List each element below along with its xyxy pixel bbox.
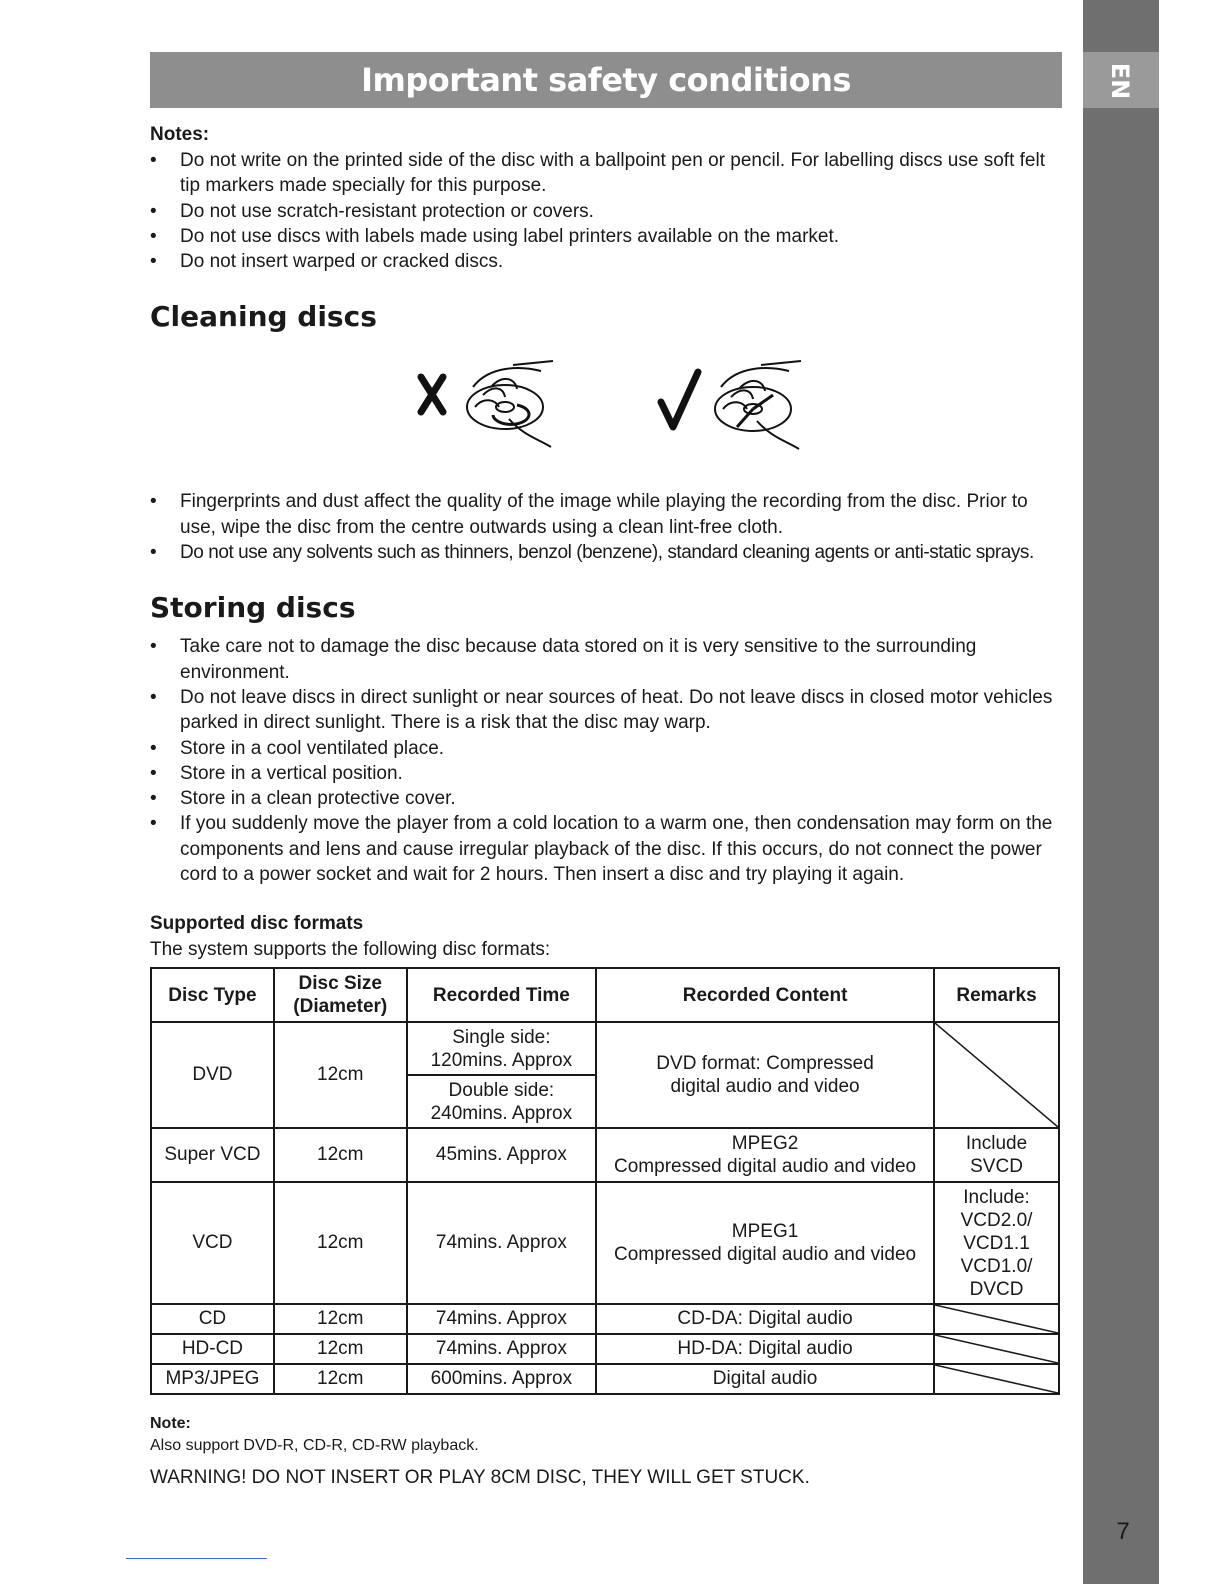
table-row	[151, 1364, 1059, 1394]
cell-time: 600mins. Approx	[407, 1364, 596, 1394]
cell-content: DVD format: Compressed digital audio and video	[596, 1022, 934, 1128]
page-title: Important safety conditions	[361, 61, 851, 99]
list-item: • Do not insert warped or cracked discs.	[150, 251, 504, 273]
cell-remarks-empty	[934, 1022, 1059, 1128]
header-remarks: Remarks	[934, 968, 1059, 1022]
list-item: • Do not write on the printed side of the disc with a ballpoint pen or pencil. For labelling discs use soft felt tip markers made specially for this purpose.	[150, 150, 1045, 197]
hand-disc-icon	[467, 361, 553, 447]
formats-intro: The system supports the following disc formats:	[150, 939, 551, 961]
list-item: • Do not leave discs in direct sunlight or near sources of heat. Do not leave discs in closed motor vehicles parked in direct sunlight. There is a risk that the disc may warp.	[150, 686, 1053, 734]
language-label: EN	[1106, 62, 1134, 100]
list-item: • Store in a clean protective cover.	[150, 788, 456, 810]
main-content	[150, 122, 1065, 1491]
cell-type: DVD	[151, 1022, 274, 1128]
cell-type: MP3/JPEG	[151, 1364, 274, 1394]
cell-type: CD	[151, 1304, 274, 1334]
table-row	[151, 1022, 1059, 1075]
cell-size: 12cm	[274, 1182, 407, 1304]
cell-remarks: Include SVCD	[934, 1128, 1059, 1182]
cell-remarks-empty	[934, 1364, 1059, 1394]
cell-time: Double side: 240mins. Approx	[407, 1075, 596, 1128]
disc-formats-table	[150, 967, 1060, 1395]
title-bar	[150, 52, 1062, 108]
header-recorded-content: Recorded Content	[596, 968, 934, 1022]
header-disc-type: Disc Type	[151, 968, 274, 1022]
note-label: Note:	[150, 1415, 191, 1433]
cell-type: HD-CD	[151, 1334, 274, 1364]
table-row	[151, 1334, 1059, 1364]
right-wipe-illustration	[653, 357, 803, 457]
cleaning-heading: Cleaning discs	[150, 300, 377, 334]
footer-rule	[126, 1558, 267, 1559]
cell-time: 74mins. Approx	[407, 1182, 596, 1304]
list-item: • Store in a vertical position.	[150, 762, 403, 784]
cell-content: Digital audio	[596, 1364, 934, 1394]
cleaning-illustration	[150, 357, 1065, 467]
header-disc-size: Disc Size (Diameter)	[274, 968, 407, 1022]
warning-text: WARNING! DO NOT INSERT OR PLAY 8CM DISC, THEY WILL GET STUCK.	[150, 1467, 810, 1489]
cross-icon	[421, 377, 443, 412]
storing-heading: Storing discs	[150, 591, 356, 625]
list-item: • Do not use any solvents such as thinners, benzol (benzene), standard cleaning agents or anti-static sprays.	[150, 542, 1034, 564]
list-item: • Take care not to damage the disc because data stored on it is very sensitive to the surrounding environment.	[150, 636, 977, 683]
cell-size: 12cm	[274, 1364, 407, 1394]
cell-time: Single side: 120mins. Approx	[407, 1022, 596, 1075]
cell-content: MPEG1 Compressed digital audio and video	[596, 1182, 934, 1304]
table-header-row	[151, 968, 1059, 1022]
cell-content: MPEG2 Compressed digital audio and video	[596, 1128, 934, 1182]
note-text: Also support DVD-R, CD-R, CD-RW playback.	[150, 1437, 479, 1455]
cell-content: CD-DA: Digital audio	[596, 1304, 934, 1334]
list-item: • Store in a cool ventilated place.	[150, 737, 445, 759]
list-item: • Fingerprints and dust affect the quality of the image while playing the recording from the disc. Prior to use, wipe the disc from the centre outwards using a clean lint-free cloth.	[150, 491, 1028, 538]
cell-type: Super VCD	[151, 1128, 274, 1182]
page-number: 7	[1116, 1518, 1130, 1545]
cell-size: 12cm	[274, 1022, 407, 1128]
list-item: • Do not use scratch-resistant protection or covers.	[150, 200, 594, 222]
wrong-wipe-illustration	[413, 357, 563, 457]
cleaning-list	[150, 489, 1065, 565]
cell-type: VCD	[151, 1182, 274, 1304]
hand-disc-icon	[715, 361, 801, 449]
cell-remarks-empty	[934, 1334, 1059, 1364]
cell-time: 74mins. Approx	[407, 1334, 596, 1364]
cell-time: 45mins. Approx	[407, 1128, 596, 1182]
cell-size: 12cm	[274, 1304, 407, 1334]
cell-size: 12cm	[274, 1334, 407, 1364]
notes-label: Notes:	[150, 124, 210, 145]
check-icon	[661, 372, 698, 427]
storing-list	[150, 634, 1065, 887]
list-item: • If you suddenly move the player from a cold location to a warm one, then condensation may form on the components and lens and cause irregular playback of the disc. If this occurs, do not connect the power cord to a power socket and wait for 2 hours. Then insert a disc and try playing it again.	[150, 813, 1053, 886]
list-item: • Do not use discs with labels made using label printers available on the market.	[150, 225, 840, 247]
cell-remarks-empty	[934, 1304, 1059, 1334]
cell-size: 12cm	[274, 1128, 407, 1182]
table-row	[151, 1182, 1059, 1304]
header-recorded-time: Recorded Time	[407, 968, 596, 1022]
cell-content: HD-DA: Digital audio	[596, 1334, 934, 1364]
cell-remarks: Include: VCD2.0/ VCD1.1 VCD1.0/ DVCD	[934, 1182, 1059, 1304]
formats-heading: Supported disc formats	[150, 913, 364, 935]
notes-list	[150, 148, 1065, 274]
table-row	[151, 1128, 1059, 1182]
table-row	[151, 1304, 1059, 1334]
side-bar	[1083, 0, 1159, 1584]
cell-time: 74mins. Approx	[407, 1304, 596, 1334]
